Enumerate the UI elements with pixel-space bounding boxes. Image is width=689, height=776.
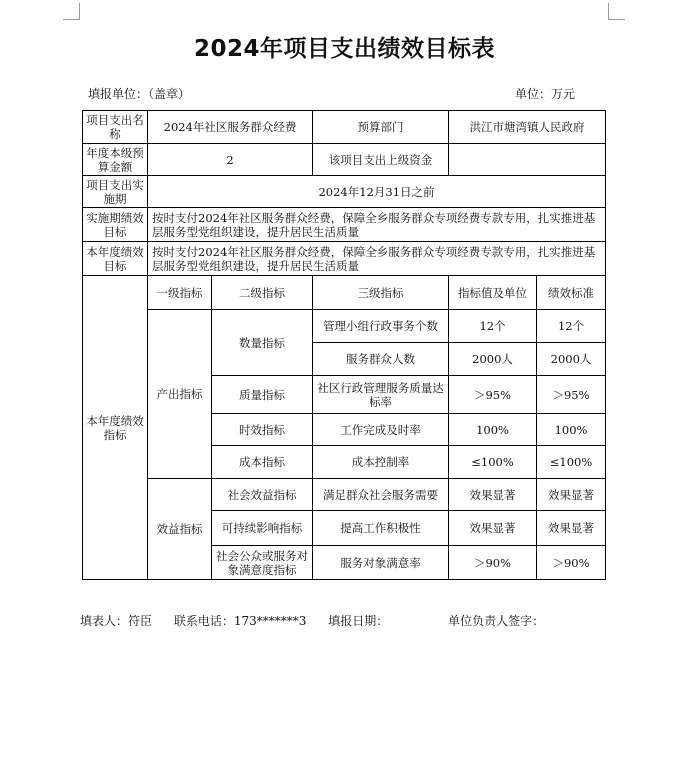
header-value-unit: 指标值及单位 xyxy=(449,276,537,310)
project-name-value: 2024年社区服务群众经费 xyxy=(148,111,313,144)
period-goal-label: 实施期绩效目标 xyxy=(83,208,148,242)
indicator-value: 效果显著 xyxy=(449,511,537,546)
quality-indicator-label: 质量指标 xyxy=(212,376,313,414)
social-benefit-label: 社会效益指标 xyxy=(212,479,313,511)
indicator-value: 100% xyxy=(449,414,537,446)
indicator-standard: ＞90% xyxy=(537,546,606,580)
budget-amount-label: 年度本级预算金额 xyxy=(83,144,148,176)
year-goal-text: 按时支付2024年社区服务群众经费，保障全乡服务群众专项经费专款专用，扎实推进基层服务型党组织建设，提升居民生活质量 xyxy=(148,242,606,276)
filling-unit-label: 填报单位：（盖章） xyxy=(88,87,191,101)
level3-indicator: 服务群众人数 xyxy=(313,343,449,376)
project-name-label: 项目支出名称 xyxy=(83,111,148,144)
indicator-value: ≤100% xyxy=(449,446,537,479)
indicator-standard: ≤100% xyxy=(537,446,606,479)
level3-indicator: 工作完成及时率 xyxy=(313,414,449,446)
indicator-value: ＞95% xyxy=(449,376,537,414)
page-title: 2024年项目支出绩效目标表 xyxy=(193,36,495,62)
budget-amount-value: 2 xyxy=(148,144,313,176)
contact-phone: 联系电话：173*******3 xyxy=(173,614,307,628)
benefit-indicator-label: 效益指标 xyxy=(148,479,212,580)
year-goal-label: 本年度绩效目标 xyxy=(83,242,148,276)
output-indicator-label: 产出指标 xyxy=(148,310,212,479)
level3-indicator: 提高工作积极性 xyxy=(313,511,449,546)
period-label: 项目支出实施期 xyxy=(83,176,148,208)
indicator-standard: ＞95% xyxy=(537,376,606,414)
indicator-value: 2000人 xyxy=(449,343,537,376)
header-standard: 绩效标准 xyxy=(537,276,606,310)
indicator-standard: 2000人 xyxy=(537,343,606,376)
superior-funds-label: 该项目支出上级资金 xyxy=(313,144,449,176)
indicator-section-label: 本年度绩效指标 xyxy=(83,276,148,580)
indicator-value: 12个 xyxy=(449,310,537,343)
currency-unit-label: 单位：万元 xyxy=(515,87,576,101)
level3-indicator: 满足群众社会服务需要 xyxy=(313,479,449,511)
level3-indicator: 服务对象满意率 xyxy=(313,546,449,580)
satisfaction-indicator-label: 社会公众或服务对象满意度指标 xyxy=(212,546,313,580)
indicator-value: 效果显著 xyxy=(449,479,537,511)
indicator-standard: 100% xyxy=(537,414,606,446)
sustainable-impact-label: 可持续影响指标 xyxy=(212,511,313,546)
period-value: 2024年12月31日之前 xyxy=(148,176,606,208)
level3-indicator: 管理小组行政事务个数 xyxy=(313,310,449,343)
cost-indicator-label: 成本指标 xyxy=(212,446,313,479)
header-level3: 三级指标 xyxy=(313,276,449,310)
level3-indicator: 成本控制率 xyxy=(313,446,449,479)
level3-indicator: 社区行政管理服务质量达标率 xyxy=(313,376,449,414)
budget-dept-value: 洪江市塘湾镇人民政府 xyxy=(449,111,606,144)
filling-date: 填报日期： xyxy=(328,614,389,628)
filler-name: 填表人：符臣 xyxy=(80,614,153,628)
responsible-signature: 单位负责人签字： xyxy=(448,614,545,628)
indicator-value: ＞90% xyxy=(449,546,537,580)
budget-dept-label: 预算部门 xyxy=(313,111,449,144)
footer xyxy=(80,612,562,629)
page-corner-mark-right xyxy=(608,3,625,20)
header-level1: 一级指标 xyxy=(148,276,212,310)
indicator-standard: 效果显著 xyxy=(537,511,606,546)
quantity-indicator-label: 数量指标 xyxy=(212,310,313,376)
indicator-standard: 效果显著 xyxy=(537,479,606,511)
page-corner-mark-left xyxy=(63,3,80,20)
superior-funds-value xyxy=(449,144,606,176)
period-goal-text: 按时支付2024年社区服务群众经费，保障全乡服务群众专项经费专款专用，扎实推进基层服务型党组织建设，提升居民生活质量 xyxy=(148,208,606,242)
header-level2: 二级指标 xyxy=(212,276,313,310)
indicator-standard: 12个 xyxy=(537,310,606,343)
timeliness-indicator-label: 时效指标 xyxy=(212,414,313,446)
performance-table xyxy=(82,110,606,580)
